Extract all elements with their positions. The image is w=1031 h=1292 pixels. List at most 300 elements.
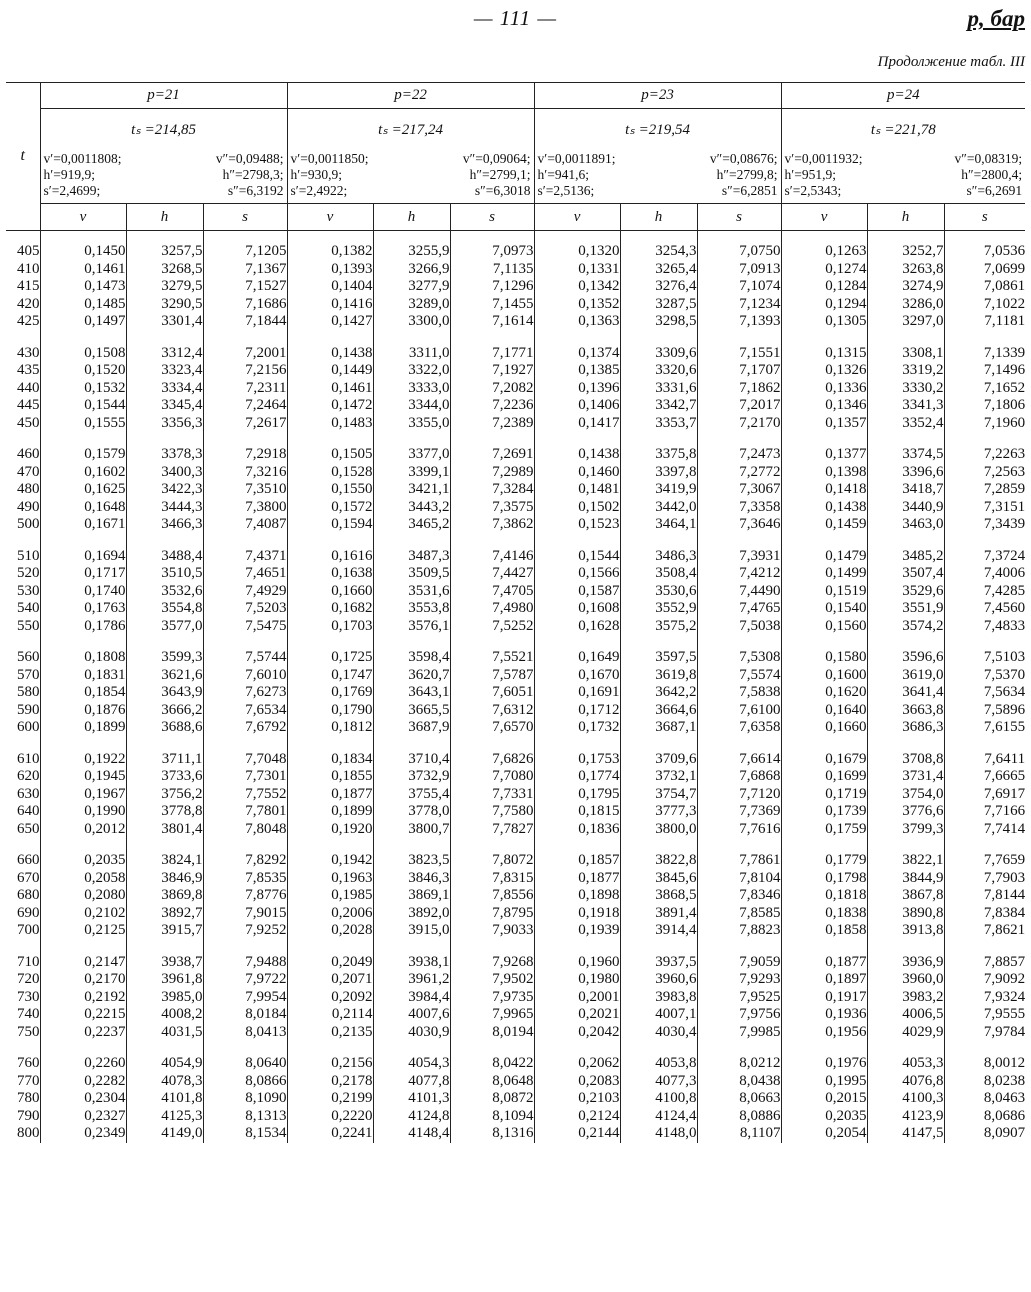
page-number: — 111 — (473, 6, 558, 30)
saturation-properties (534, 149, 781, 204)
value-column-h: 3375,8 3397,8 3419,9 3442,0 3464,1 (620, 446, 697, 534)
value-column-h: 3309,6 3320,6 3331,6 3342,7 3353,7 (620, 345, 697, 433)
value-column-h: 3709,6 3732,1 3754,7 3777,3 3800,0 (620, 751, 697, 839)
separator-cell (40, 534, 126, 548)
separator-cell (944, 635, 1025, 649)
separator-cell (6, 940, 40, 954)
separator-cell (620, 331, 697, 345)
separator-cell (40, 432, 126, 446)
value-column-h: 3312,4 3323,4 3334,4 3345,4 3356,3 (126, 345, 203, 433)
value-column-v: 0,2156 0,2178 0,2199 0,2220 0,2241 (287, 1055, 373, 1143)
saturated-vapor-value: s″=6,3192 (227, 183, 284, 198)
t-values: 460 470 480 490 500 (6, 446, 40, 534)
saturated-vapor-value: h″=2799,8; (716, 167, 778, 182)
value-column-v: 0,1544 0,1566 0,1587 0,1608 0,1628 (534, 548, 620, 636)
separator-cell (203, 838, 287, 852)
separator-cell (203, 737, 287, 751)
separator-cell (944, 331, 1025, 345)
data-block-row (6, 649, 1025, 737)
t-column-header: t (6, 82, 40, 231)
value-column-v: 0,2147 0,2170 0,2192 0,2215 0,2237 (40, 954, 126, 1042)
value-column-h: 3311,0 3322,0 3333,0 3344,0 3355,0 (373, 345, 450, 433)
value-column-v: 0,1479 0,1499 0,1519 0,1540 0,1560 (781, 548, 867, 636)
value-column-s: 7,1551 7,1707 7,1862 7,2017 7,2170 (697, 345, 781, 433)
value-column-s: 7,3931 7,4212 7,4490 7,4765 7,5038 (697, 548, 781, 636)
value-column-s: 7,7659 7,7903 7,8144 7,8384 7,8621 (983, 852, 1026, 938)
value-column-s: 8,0640 8,0866 8,1090 8,1313 8,1534 (203, 1055, 287, 1143)
saturated-liquid-value: s′=2,5343; (784, 183, 842, 198)
separator-cell (534, 331, 620, 345)
separator-cell (867, 838, 944, 852)
saturation-line (44, 167, 284, 183)
separator-cell (287, 331, 373, 345)
separator-cell (697, 737, 781, 751)
value-column-s: 7,5744 7,6010 7,6273 7,6534 7,6792 (203, 649, 287, 737)
value-column-s: 7,1205 7,1367 7,1527 7,1686 7,1844 (203, 243, 287, 331)
value-column-h: 3822,1 3844,9 3867,8 3890,8 3913,8 (867, 852, 944, 940)
t-values: 760 770 780 790 800 (6, 1055, 40, 1143)
separator-cell (450, 534, 534, 548)
value-column-s: 7,0536 7,0699 7,0861 7,1022 7,1181 (983, 243, 1026, 329)
block-separator-row (6, 737, 1025, 751)
separator-cell (373, 838, 450, 852)
separator-cell (781, 737, 867, 751)
value-column-h: 3485,2 3507,4 3529,6 3551,9 3574,2 (867, 548, 944, 636)
saturation-temperature: tₛ =217,24 (287, 109, 534, 150)
saturation-line (44, 151, 284, 167)
separator-cell (373, 534, 450, 548)
separator-cell (203, 635, 287, 649)
separator-cell (450, 635, 534, 649)
separator-cell (867, 737, 944, 751)
value-column-h: 3938,7 3961,8 3985,0 4008,2 4031,5 (126, 954, 203, 1042)
block-separator-row (6, 838, 1025, 852)
separator-cell (287, 534, 373, 548)
separator-cell (944, 1041, 1025, 1055)
value-column-h: 3374,5 3396,6 3418,7 3440,9 3463,0 (867, 446, 944, 534)
value-column-h: 3708,8 3731,4 3754,0 3776,6 3799,3 (867, 751, 944, 839)
value-column-h: 3599,3 3621,6 3643,9 3666,2 3688,6 (126, 649, 203, 737)
value-column-v: 0,1877 0,1897 0,1917 0,1936 0,1956 (781, 954, 867, 1042)
column-label-s: s (944, 204, 1025, 231)
spacer-row (6, 231, 1025, 244)
value-column-v: 0,1976 0,1995 0,2015 0,2035 0,2054 (781, 1055, 867, 1143)
separator-cell (697, 432, 781, 446)
spacer-cell (203, 231, 287, 244)
column-label-v: v (781, 204, 867, 231)
value-column-v: 0,1438 0,1460 0,1481 0,1502 0,1523 (534, 446, 620, 534)
t-values: 610 620 630 640 650 (6, 751, 40, 839)
saturation-line (291, 183, 531, 199)
spacer-cell (781, 231, 867, 244)
value-column-s: 7,6614 7,6868 7,7120 7,7369 7,7616 (697, 751, 781, 839)
separator-cell (287, 940, 373, 954)
value-column-v: 0,2035 0,2058 0,2080 0,2102 0,2125 (40, 852, 126, 940)
saturation-line (538, 167, 778, 183)
value-column-s: 8,0422 8,0648 8,0872 8,1094 8,1316 (450, 1055, 534, 1143)
value-column-v: 0,1857 0,1877 0,1898 0,1918 0,1939 (534, 852, 620, 940)
value-column-v: 0,1679 0,1699 0,1719 0,1739 0,1759 (781, 751, 867, 839)
value-column-s: 7,0973 7,1135 7,1296 7,1455 7,1614 (450, 243, 534, 331)
separator-cell (534, 838, 620, 852)
value-column-v: 0,1377 0,1398 0,1418 0,1438 0,1459 (781, 446, 867, 534)
pressure-row (6, 82, 1025, 109)
saturated-liquid-value: h′=941,6; (537, 167, 589, 182)
separator-cell (287, 838, 373, 852)
saturation-line (538, 183, 778, 199)
separator-cell (450, 737, 534, 751)
separator-cell (126, 432, 203, 446)
separator-cell (697, 1041, 781, 1055)
separator-cell (203, 331, 287, 345)
saturated-liquid-value: h′=919,9; (43, 167, 95, 182)
spacer-cell (287, 231, 373, 244)
separator-cell (697, 534, 781, 548)
value-column-v: 0,1320 0,1331 0,1342 0,1352 0,1363 (534, 243, 620, 331)
block-separator-row (6, 1041, 1025, 1055)
value-column-v: 0,1694 0,1717 0,1740 0,1763 0,1786 (40, 548, 126, 636)
saturated-liquid-value: v′=0,0011808; (43, 151, 122, 166)
pressure-units-heading: p, бар (967, 6, 1025, 31)
separator-cell (781, 432, 867, 446)
value-column-v: 0,1505 0,1528 0,1550 0,1572 0,1594 (287, 446, 373, 534)
saturated-vapor-value: h″=2800,4; (961, 167, 1023, 182)
value-column-h: 3596,6 3619,0 3641,4 3663,8 3686,3 (867, 649, 944, 737)
separator-cell (126, 635, 203, 649)
saturated-vapor-value: h″=2798,3; (222, 167, 284, 182)
value-column-v: 0,1374 0,1385 0,1396 0,1406 0,1417 (534, 345, 620, 433)
table-header (6, 82, 1025, 231)
data-block-row (6, 446, 1025, 534)
steam-properties-table (6, 82, 1025, 1143)
value-column-s: 7,2001 7,2156 7,2311 7,2464 7,2617 (203, 345, 287, 433)
separator-cell (620, 1041, 697, 1055)
value-column-s: 7,9059 7,9293 7,9525 7,9756 7,9985 (697, 954, 781, 1042)
saturation-properties (287, 149, 534, 204)
column-label-s: s (203, 204, 287, 231)
value-column-v: 0,1834 0,1855 0,1877 0,1899 0,1920 (287, 751, 373, 839)
value-column-s: 7,2263 7,2563 7,2859 7,3151 7,3439 (983, 446, 1026, 532)
value-column-v: 0,1960 0,1980 0,2001 0,2021 0,2042 (534, 954, 620, 1042)
separator-cell (373, 940, 450, 954)
data-block-row (6, 548, 1025, 636)
column-label-v: v (287, 204, 373, 231)
value-column-v: 0,1725 0,1747 0,1769 0,1790 0,1812 (287, 649, 373, 737)
value-column-v: 0,2049 0,2071 0,2092 0,2114 0,2135 (287, 954, 373, 1042)
value-column-h: 3822,8 3845,6 3868,5 3891,4 3914,4 (620, 852, 697, 940)
data-block-row (6, 1055, 1025, 1143)
separator-cell (450, 1041, 534, 1055)
value-column-h: 3255,9 3266,9 3277,9 3289,0 3300,0 (373, 243, 450, 331)
separator-cell (287, 635, 373, 649)
saturation-properties (781, 149, 1025, 204)
separator-cell (40, 331, 126, 345)
value-column-v: 0,1579 0,1602 0,1625 0,1648 0,1671 (40, 446, 126, 534)
value-column-v: 0,1580 0,1600 0,1620 0,1640 0,1660 (781, 649, 867, 737)
column-label-s: s (450, 204, 534, 231)
separator-cell (6, 838, 40, 852)
separator-cell (40, 1041, 126, 1055)
separator-cell (620, 737, 697, 751)
t-values: 710 720 730 740 750 (6, 954, 40, 1042)
separator-cell (781, 1041, 867, 1055)
separator-cell (944, 940, 1025, 954)
value-column-s: 7,5103 7,5370 7,5634 7,5896 7,6155 (983, 649, 1026, 735)
saturation-line (785, 167, 1023, 183)
saturated-vapor-value: v″=0,08676; (709, 151, 778, 166)
data-block-row (6, 243, 1025, 331)
value-column-v: 0,1315 0,1326 0,1336 0,1346 0,1357 (781, 345, 867, 433)
separator-cell (6, 331, 40, 345)
value-column-v: 0,1942 0,1963 0,1985 0,2006 0,2028 (287, 852, 373, 940)
separator-cell (781, 534, 867, 548)
table-continuation-caption: Продолжение табл. III (877, 54, 1025, 70)
value-column-h: 3823,5 3846,3 3869,1 3892,0 3915,0 (373, 852, 450, 940)
value-column-h: 3308,1 3319,2 3330,2 3341,3 3352,4 (867, 345, 944, 433)
spacer-cell (697, 231, 781, 244)
saturated-vapor-value: v″=0,09488; (215, 151, 284, 166)
column-label-h: h (373, 204, 450, 231)
spacer-cell (944, 231, 1025, 244)
value-column-h: 3937,5 3960,6 3983,8 4007,1 4030,4 (620, 954, 697, 1042)
spacer-cell (867, 231, 944, 244)
value-column-v: 0,1922 0,1945 0,1967 0,1990 0,2012 (40, 751, 126, 839)
separator-cell (126, 331, 203, 345)
column-label-s: s (697, 204, 781, 231)
saturation-line (291, 151, 531, 167)
value-column-h: 3257,5 3268,5 3279,5 3290,5 3301,4 (126, 243, 203, 331)
data-block-row (6, 345, 1025, 433)
value-column-h: 3488,4 3510,5 3532,6 3554,8 3577,0 (126, 548, 203, 636)
t-values: 660 670 680 690 700 (6, 852, 40, 940)
saturated-liquid-value: h′=951,9; (784, 167, 836, 182)
pressure-title: p=24 (781, 82, 1025, 109)
value-column-h: 3711,1 3733,6 3756,2 3778,8 3801,4 (126, 751, 203, 839)
saturation-temp-row (6, 109, 1025, 150)
separator-cell (944, 737, 1025, 751)
t-values: 405 410 415 420 425 (6, 243, 40, 331)
separator-cell (373, 1041, 450, 1055)
value-column-h: 3936,9 3960,0 3983,2 4006,5 4029,9 (867, 954, 944, 1042)
separator-cell (944, 534, 1025, 548)
saturation-line (785, 151, 1023, 167)
column-label-v: v (40, 204, 126, 231)
separator-cell (534, 1041, 620, 1055)
separator-cell (287, 432, 373, 446)
value-column-h: 4053,8 4077,3 4100,8 4124,4 4148,0 (620, 1055, 697, 1143)
saturation-line (291, 167, 531, 183)
saturation-line (785, 183, 1023, 199)
value-column-s: 7,1339 7,1496 7,1652 7,1806 7,1960 (983, 344, 1026, 431)
value-column-v: 0,1508 0,1520 0,1532 0,1544 0,1555 (40, 345, 126, 433)
pressure-title: p=21 (40, 82, 287, 109)
saturated-liquid-value: h′=930,9; (290, 167, 342, 182)
value-column-h: 3254,3 3265,4 3276,4 3287,5 3298,5 (620, 243, 697, 331)
separator-cell (781, 838, 867, 852)
data-block-row (6, 852, 1025, 940)
separator-cell (203, 1041, 287, 1055)
saturated-liquid-value: s′=2,4699; (43, 183, 101, 198)
saturated-liquid-value: v′=0,0011850; (290, 151, 369, 166)
value-column-v: 0,1450 0,1461 0,1473 0,1485 0,1497 (40, 243, 126, 331)
separator-cell (126, 1041, 203, 1055)
separator-cell (867, 940, 944, 954)
separator-cell (6, 534, 40, 548)
separator-cell (126, 838, 203, 852)
value-column-v: 0,2062 0,2083 0,2103 0,2124 0,2144 (534, 1055, 620, 1143)
column-label-row (6, 204, 1025, 231)
value-column-h: 4054,3 4077,8 4101,3 4124,8 4148,4 (373, 1055, 450, 1143)
separator-cell (781, 331, 867, 345)
saturated-liquid-value: s′=2,5136; (537, 183, 595, 198)
value-column-v: 0,1649 0,1670 0,1691 0,1712 0,1732 (534, 649, 620, 737)
separator-cell (6, 1041, 40, 1055)
block-separator-row (6, 635, 1025, 649)
spacer-cell (450, 231, 534, 244)
value-column-v: 0,1808 0,1831 0,1854 0,1876 0,1899 (40, 649, 126, 737)
value-column-s: 7,1771 7,1927 7,2082 7,2236 7,2389 (450, 345, 534, 433)
value-column-h: 3486,3 3508,4 3530,6 3552,9 3575,2 (620, 548, 697, 636)
value-column-s: 7,5308 7,5574 7,5838 7,6100 7,6358 (697, 649, 781, 737)
saturation-temperature: tₛ =214,85 (40, 109, 287, 150)
value-column-s: 7,7048 7,7301 7,7552 7,7801 7,8048 (203, 751, 287, 839)
value-column-s: 7,4146 7,4427 7,4705 7,4980 7,5252 (450, 548, 534, 636)
value-column-s: 7,2473 7,2772 7,3067 7,3358 7,3646 (697, 446, 781, 534)
value-column-h: 3378,3 3400,3 3422,3 3444,3 3466,3 (126, 446, 203, 534)
separator-cell (40, 635, 126, 649)
separator-cell (781, 635, 867, 649)
separator-cell (373, 737, 450, 751)
value-column-v: 0,1263 0,1274 0,1284 0,1294 0,1305 (781, 243, 867, 331)
spacer-cell (126, 231, 203, 244)
block-separator-row (6, 331, 1025, 345)
separator-cell (126, 737, 203, 751)
separator-cell (6, 635, 40, 649)
saturation-temperature: tₛ =219,54 (534, 109, 781, 150)
separator-cell (620, 432, 697, 446)
separator-cell (867, 432, 944, 446)
spacer-cell (534, 231, 620, 244)
value-column-s: 8,0212 8,0438 8,0663 8,0886 8,1107 (697, 1055, 781, 1143)
separator-cell (620, 838, 697, 852)
data-block-row (6, 954, 1025, 1042)
saturation-line (538, 151, 778, 167)
saturated-liquid-value: v′=0,0011932; (784, 151, 863, 166)
separator-cell (534, 534, 620, 548)
value-column-v: 0,1438 0,1449 0,1461 0,1472 0,1483 (287, 345, 373, 433)
table-body (6, 231, 1025, 1143)
value-column-s: 7,8072 7,8315 7,8556 7,8795 7,9033 (450, 852, 534, 940)
separator-cell (697, 838, 781, 852)
value-column-h: 4053,3 4076,8 4100,3 4123,9 4147,5 (867, 1055, 944, 1143)
value-column-s: 7,2918 7,3216 7,3510 7,3800 7,4087 (203, 446, 287, 534)
separator-cell (6, 432, 40, 446)
separator-cell (450, 432, 534, 446)
separator-cell (450, 940, 534, 954)
value-column-h: 3710,4 3732,9 3755,4 3778,0 3800,7 (373, 751, 450, 839)
t-values: 510 520 530 540 550 (6, 548, 40, 636)
separator-cell (40, 940, 126, 954)
value-column-h: 3252,7 3263,8 3274,9 3286,0 3297,0 (867, 243, 944, 331)
separator-cell (126, 534, 203, 548)
separator-cell (450, 838, 534, 852)
separator-cell (450, 331, 534, 345)
value-column-v: 0,1616 0,1638 0,1660 0,1682 0,1703 (287, 548, 373, 636)
value-column-s: 7,6411 7,6665 7,6917 7,7166 7,7414 (983, 750, 1026, 837)
saturated-vapor-value: v″=0,08319; (954, 151, 1023, 166)
block-separator-row (6, 432, 1025, 446)
separator-cell (534, 940, 620, 954)
value-column-s: 7,5521 7,5787 7,6051 7,6312 7,6570 (450, 649, 534, 737)
separator-cell (534, 737, 620, 751)
separator-cell (620, 940, 697, 954)
separator-cell (697, 635, 781, 649)
value-column-h: 3938,1 3961,2 3984,4 4007,6 4030,9 (373, 954, 450, 1042)
saturation-temperature: tₛ =221,78 (870, 121, 936, 138)
value-column-h: 3597,5 3619,8 3642,2 3664,6 3687,1 (620, 649, 697, 737)
spacer-cell (6, 231, 40, 244)
separator-cell (203, 940, 287, 954)
value-column-s: 7,6826 7,7080 7,7331 7,7580 7,7827 (450, 751, 534, 839)
saturation-props-row (6, 149, 1025, 204)
separator-cell (203, 534, 287, 548)
value-column-h: 3824,1 3846,9 3869,8 3892,7 3915,7 (126, 852, 203, 940)
saturated-vapor-value: s″=6,2691 (966, 183, 1023, 198)
separator-cell (867, 534, 944, 548)
separator-cell (287, 1041, 373, 1055)
separator-cell (534, 635, 620, 649)
block-separator-row (6, 940, 1025, 954)
block-separator-row (6, 534, 1025, 548)
value-column-v: 0,1779 0,1798 0,1818 0,1838 0,1858 (781, 852, 867, 940)
separator-cell (620, 534, 697, 548)
separator-cell (6, 737, 40, 751)
separator-cell (697, 331, 781, 345)
value-column-s: 7,3724 7,4006 7,4285 7,4560 7,4833 (983, 547, 1026, 634)
value-column-v: 0,2260 0,2282 0,2304 0,2327 0,2349 (40, 1055, 126, 1143)
separator-cell (373, 432, 450, 446)
value-column-s: 8,0012 8,0238 8,0463 8,0686 8,0907 (983, 1055, 1026, 1141)
separator-cell (944, 432, 1025, 446)
value-column-s: 7,9488 7,9722 7,9954 8,0184 8,0413 (203, 954, 287, 1042)
saturated-liquid-value: s′=2,4922; (290, 183, 348, 198)
spacer-cell (373, 231, 450, 244)
column-label-h: h (126, 204, 203, 231)
pressure-title: p=23 (534, 82, 781, 109)
value-column-h: 3487,3 3509,5 3531,6 3553,8 3576,1 (373, 548, 450, 636)
separator-cell (534, 432, 620, 446)
value-column-h: 3598,4 3620,7 3643,1 3665,5 3687,9 (373, 649, 450, 737)
separator-cell (40, 838, 126, 852)
value-column-s: 7,8857 7,9092 7,9324 7,9555 7,9784 (983, 953, 1026, 1040)
separator-cell (287, 737, 373, 751)
value-column-s: 7,0750 7,0913 7,1074 7,1234 7,1393 (697, 243, 781, 331)
saturated-vapor-value: s″=6,3018 (474, 183, 531, 198)
saturated-vapor-value: v″=0,09064; (462, 151, 531, 166)
separator-cell (867, 1041, 944, 1055)
t-values: 430 435 440 445 450 (6, 345, 40, 433)
spacer-cell (40, 231, 126, 244)
separator-cell (126, 940, 203, 954)
saturation-line (44, 183, 284, 199)
separator-cell (620, 635, 697, 649)
value-column-v: 0,1753 0,1774 0,1795 0,1815 0,1836 (534, 751, 620, 839)
spacer-cell (620, 231, 697, 244)
column-label-v: v (534, 204, 620, 231)
value-column-s: 7,7861 7,8104 7,8346 7,8585 7,8823 (697, 852, 781, 940)
data-block-row (6, 751, 1025, 839)
saturation-properties (40, 149, 287, 204)
